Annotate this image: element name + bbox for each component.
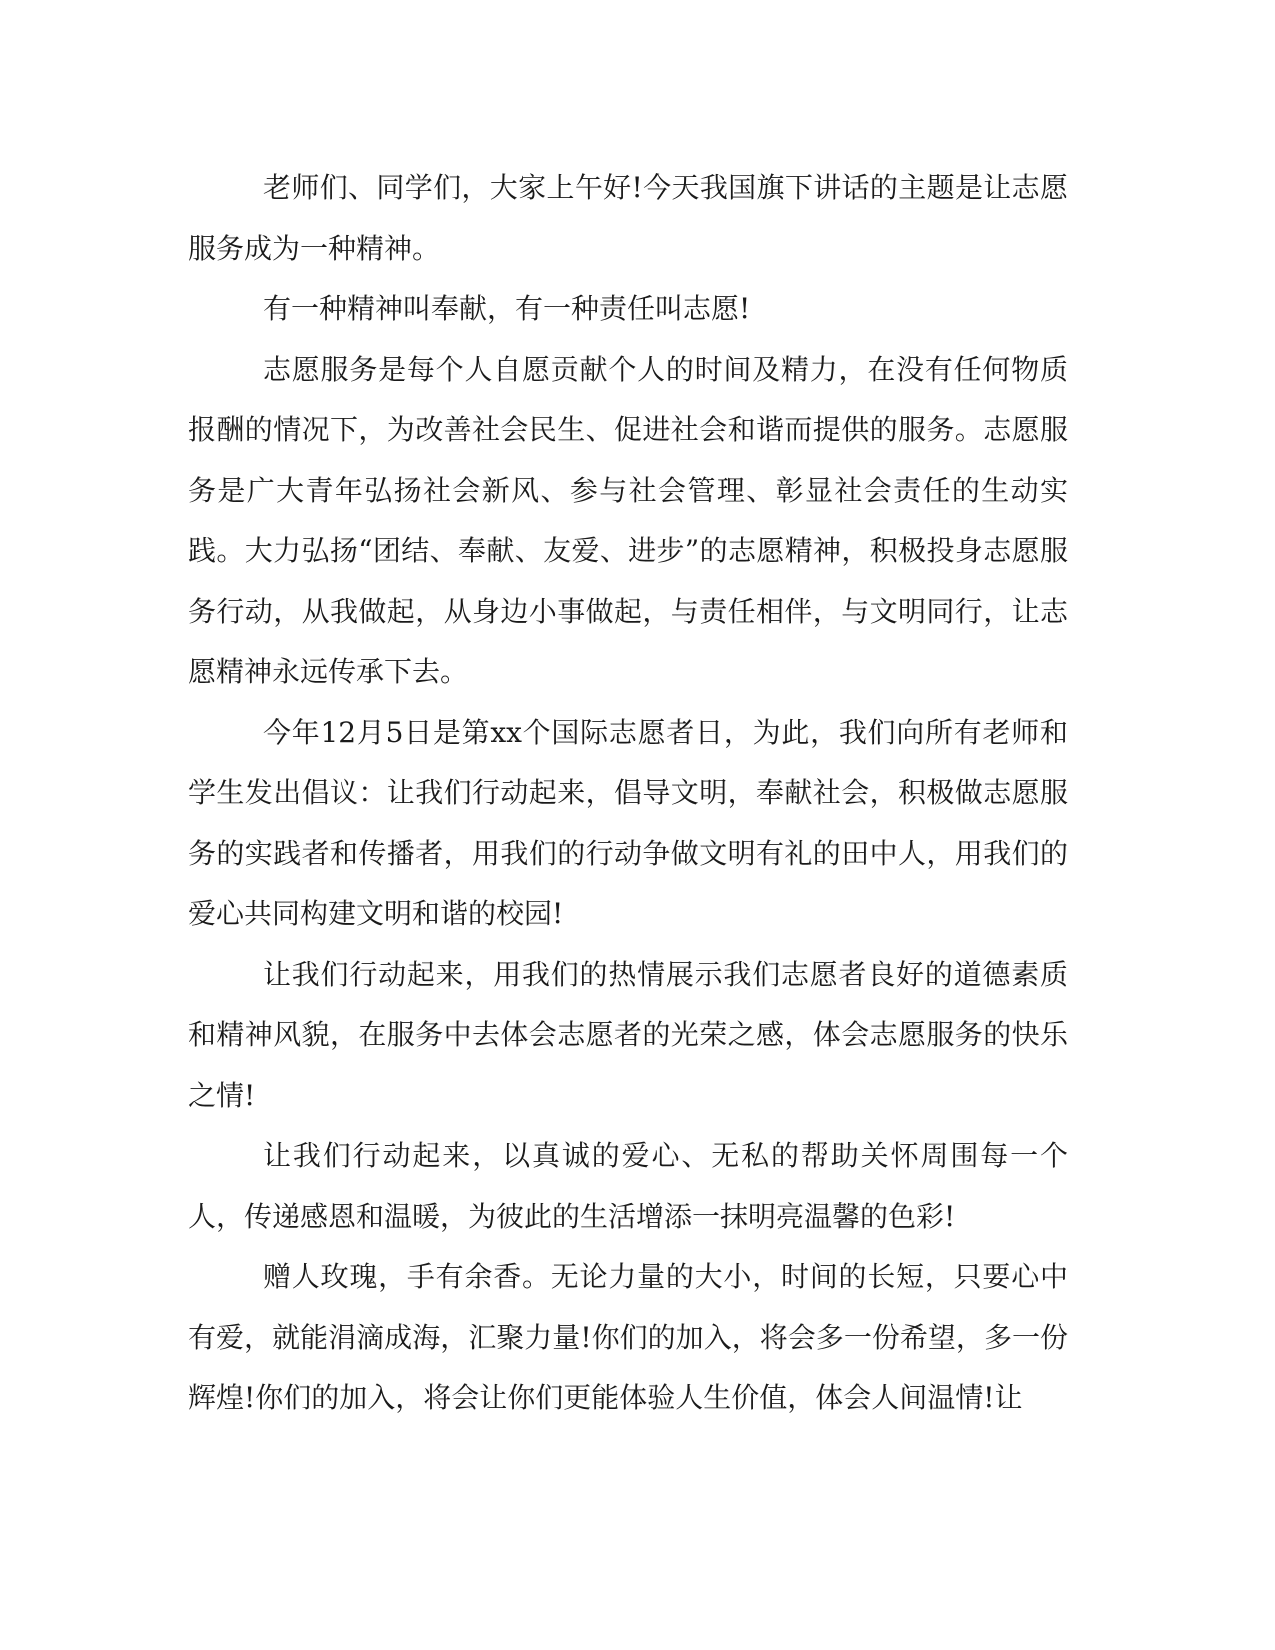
- paragraph-volunteer-day: 今年12月5日是第xx个国际志愿者日，为此，我们向所有老师和学生发出倡议：让我们行动起来，倡导文明，奉献社会，积极做志愿服务的实践者和传播者，用我们的行动争做文明有礼的田中人，用我们的爱心共同构建文明和谐的校园!: [188, 715, 1068, 930]
- paragraph-care: 让我们行动起来，以真诚的爱心、无私的帮助关怀周围每一个人，传递感恩和温暖，为彼此的生活增添一抹明亮温馨的色彩!: [188, 1139, 1068, 1233]
- document-body: [188, 158, 1068, 1429]
- paragraph-volunteer-service: 志愿服务是每个人自愿贡献个人的时间及精力，在没有任何物质报酬的情况下，为改善社会民生、促进社会和谐而提供的服务。志愿服务是广大青年弘扬社会新风、参与社会管理、彰显社会责任的生动实践。大力弘扬“团结、奉献、友爱、进步”的志愿精神，积极投身志愿服务行动，从我做起，从身边小事做起，与责任相伴，与文明同行，让志愿精神永远传承下去。: [188, 352, 1068, 688]
- paragraph-roses: 赠人玫瑰，手有余香。无论力量的大小，时间的长短，只要心中有爱，就能涓滴成海，汇聚力量!你们的加入，将会多一份希望，多一份辉煌!你们的加入，将会让你们更能体验人生价值，体会人间温情!让: [188, 1260, 1068, 1414]
- paragraph-dedication: 有一种精神叫奉献，有一种责任叫志愿!: [263, 292, 751, 325]
- paragraph-enthusiasm: 让我们行动起来，用我们的热情展示我们志愿者良好的道德素质和精神风貌，在服务中去体会志愿者的光荣之感，体会志愿服务的快乐之情!: [188, 957, 1068, 1112]
- paragraph-greeting: 老师们、同学们，大家上午好!今天我国旗下讲话的主题是让志愿服务成为一种精神。: [188, 171, 1068, 265]
